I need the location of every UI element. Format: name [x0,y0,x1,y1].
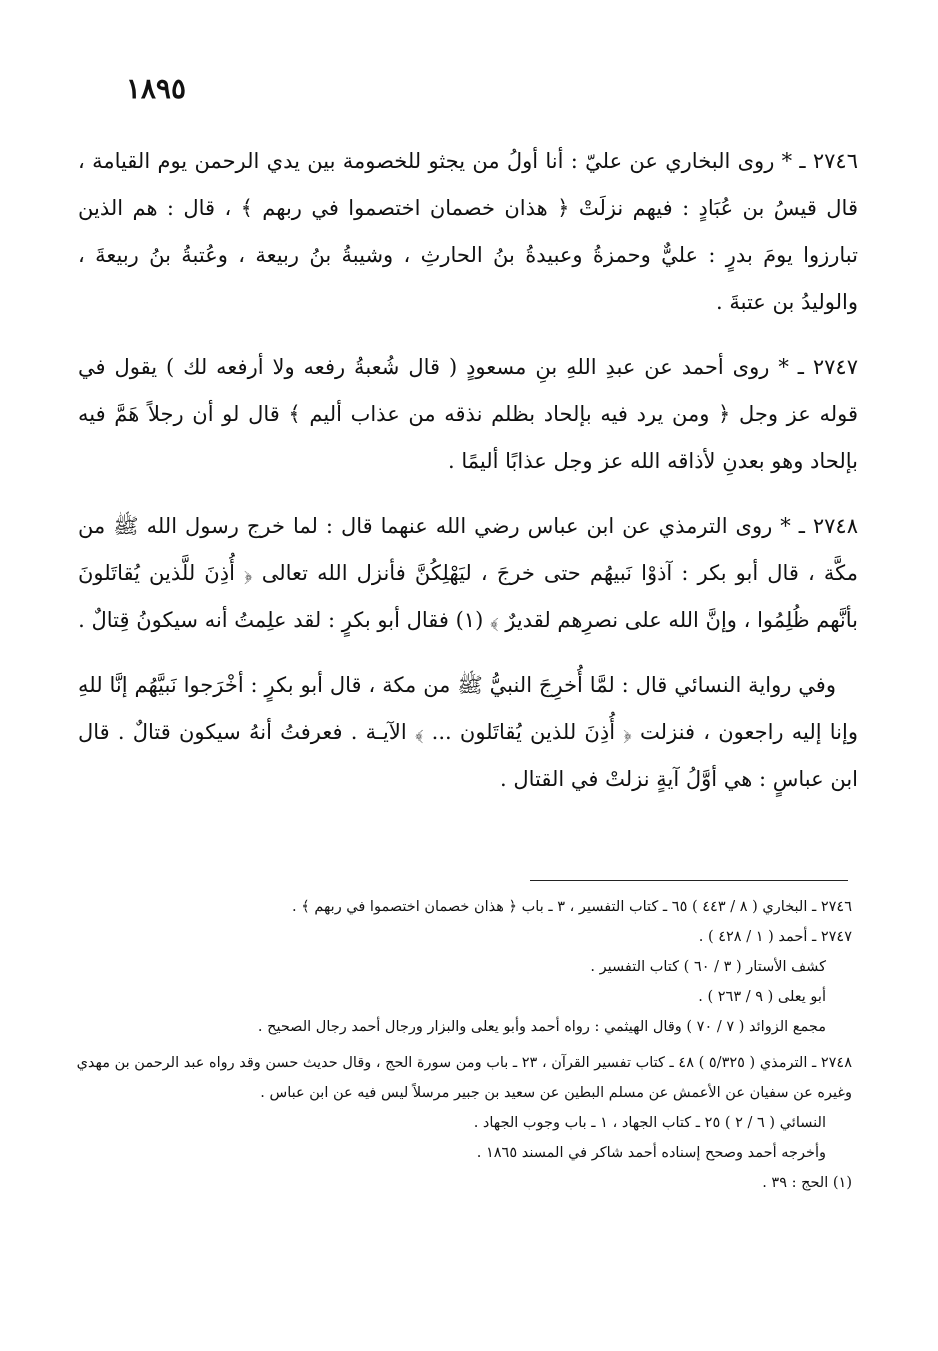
footnote-separator [530,880,848,881]
page-number: ١٨٩٥ [125,72,186,105]
hadith-2746: ٢٧٤٦ ـ * روى البخاري عن عليّ : أنا أولُ من يجثو للخصومة بين يدي الرحمن يوم القيامة ، قال قيسُ بن عُبَادٍ : فيهم نزلَتْ ﴿ هذان خصمان اختصموا في ربهم ﴾ ، قال : هم الذين تبارزوا يومَ بدرٍ : عليٌّ وحمزةُ وعبيدةُ بنُ الحارثِ ، وشيبةُ بنُ ربيعة ، وعُتبةُ بنُ ربيعةَ ، والوليدُ بن عتبةَ . [78,149,858,314]
nasai-narration: وفي رواية النسائي قال : لمَّا أُخرِجَ النبيُّ ﷺ من مكة ، قال أبو بكرٍ : أخْرَجوا نَبيَّهُم إنَّا للهِ وإنا إليه راجعون ، فنزلت ﴿ أُذِنَ للذين يُقاتَلون ... ﴾ الآيـة . فعرفتُ أنهُ سيكون قتالٌ . قال ابن عباسٍ : هي أوَّلُ آيةٍ نزلتْ في القتال . [78,673,858,791]
footnote-2748: ٢٧٤٨ ـ الترمذي ( ٥/٣٢٥ ) ٤٨ ـ كتاب تفسير القرآن ، ٢٣ ـ باب ومن سورة الحج ، وقال حديث حسن وقد رواه عبد الرحمن بن مهدي وغيره عن سفيان عن الأعمش عن مسلم البطين عن سعيد بن جبير مرسلاً ليس فيه عن ابن عباس . [76,1055,852,1101]
main-text [78,138,858,821]
footnote-2748-nasai: النسائي ( ٦ / ٢ ) ٢٥ ـ كتاب الجهاد ، ١ ـ باب وجوب الجهاد . [473,1115,826,1131]
footnote-2747-kashf: كشف الأستار ( ٣ / ٦٠ ) كتاب التفسير . [590,959,826,975]
footnotes [72,892,852,1198]
footnote-2748-ahmad: وأخرجه أحمد وصحح إسناده أحمد شاكر في المسند ١٨٦٥ . [476,1145,826,1161]
hadith-2747: ٢٧٤٧ ـ * روى أحمد عن عبدِ اللهِ بنِ مسعودٍ ( قال شُعبةُ رفعه ولا أرفعه لك ) يقول في قوله عز وجل ﴿ ومن يرد فيه بإلحاد بظلم نذقه من عذاب أليم ﴾ قال لو أن رجلاً هَمَّ فيه بإلحاد وهو بعدنِ لأذاقه الله عز وجل عذابًا أليمًا . [78,355,858,473]
footnote-1: (١) الحج : ٣٩ . [762,1175,852,1191]
footnote-2747: ٢٧٤٧ ـ أحمد ( ١ / ٤٢٨ ) . [698,929,852,945]
hadith-2748: ٢٧٤٨ ـ * روى الترمذي عن ابن عباس رضي الله عنهما قال : لما خرج رسول الله ﷺ من مكَّة ، قال أبو بكر : آذوْا نَبيهُم حتى خرجَ ، ليَهْلِكُنَّ فأنزل الله تعالى ﴿ أُذِنَ للَّذين يُقاتَلونَ بأنَّهم ظُلِمُوا ، وإنَّ الله على نصرِهم لقديرٌ ﴾ (١) فقال أبو بكرٍ : لقد علِمتُ أنه سيكونُ قِتالٌ . [78,514,858,632]
footnote-2747-abu-yala: أبو يعلى ( ٩ / ٢٦٣ ) . [698,989,826,1005]
footnote-2747-majma: مجمع الزوائد ( ٧ / ٧٠ ) وقال الهيثمي : رواه أحمد وأبو يعلى والبزار ورجال أحمد رجال الصحيح . [257,1019,826,1035]
footnote-2746: ٢٧٤٦ ـ البخاري ( ٨ / ٤٤٣ ) ٦٥ ـ كتاب التفسير ، ٣ ـ باب ﴿ هذان خصمان اختصموا في ربهم ﴾ . [292,899,852,915]
